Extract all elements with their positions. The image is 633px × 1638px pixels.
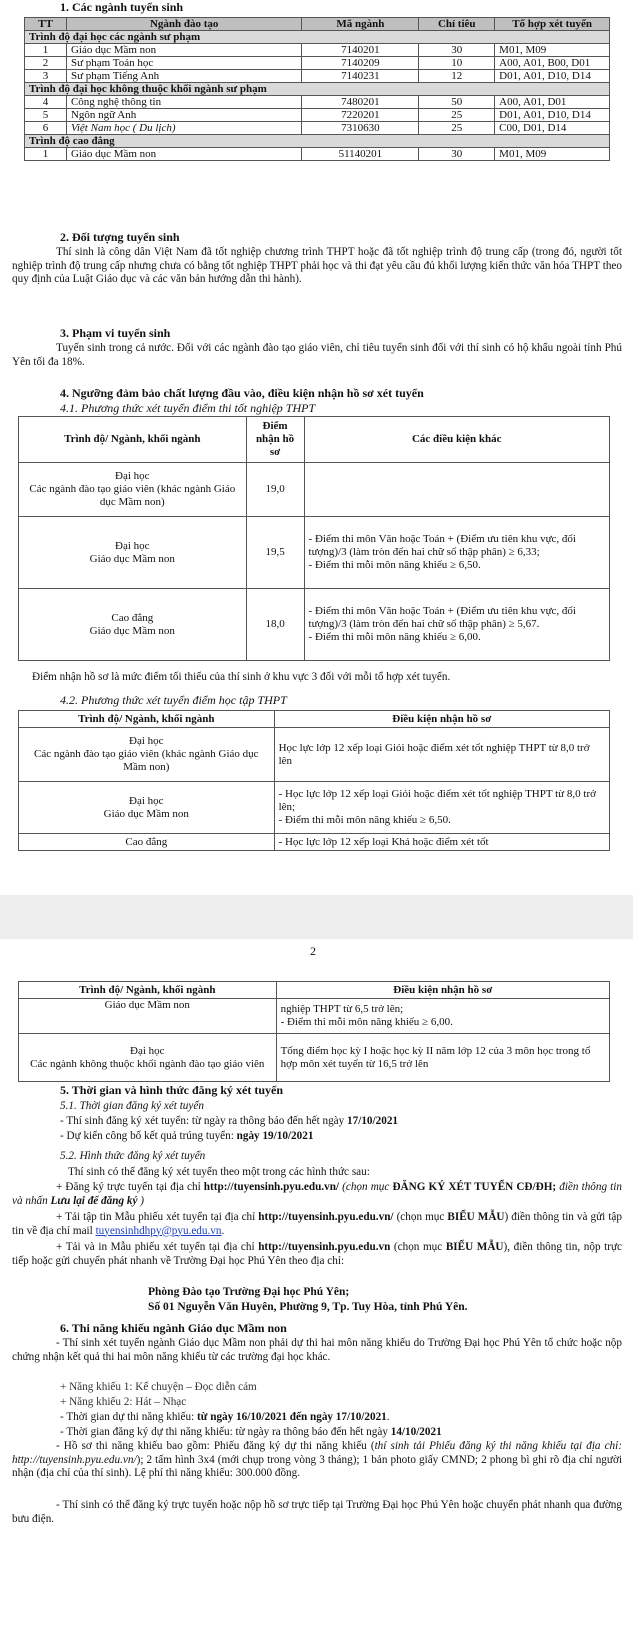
table-row [25, 148, 610, 161]
header-conditions: Các điều kiện khác [304, 417, 609, 463]
cell: Công nghệ thông tin [66, 96, 302, 109]
header-combination: Tổ hợp xét tuyển [495, 18, 610, 31]
cell: Cao đẳng [19, 834, 275, 851]
cell: 7140209 [302, 57, 419, 70]
header-level: Trình độ/ Ngành, khối ngành [19, 982, 277, 999]
subsection-5-2-title: 5.2. Hình thức đăng ký xét tuyển [60, 1150, 206, 1162]
address-line-2: Số 01 Nguyễn Văn Huyên, Phường 9, Tp. Tuy Hòa, tỉnh Phú Yên. [148, 1301, 468, 1313]
section-3-text: Tuyển sinh trong cả nước. Đối với các ngành đào tạo giáo viên, chỉ tiêu tuyển sinh đối với thí sinh có hộ khẩu ngoài tỉnh Phú Yên tối đa 18%. [12, 342, 622, 368]
cell: Tổng điểm học kỳ I hoặc học kỳ II năm lớp 12 của 3 môn học trong tổ hợp môn xét tuyển từ 16,5 trở lên [276, 1034, 609, 1082]
section-6-title: 6. Thi năng khiếu ngành Giáo dục Mầm non [60, 1321, 287, 1335]
subsection-5-1-title: 5.1. Thời gian đăng ký xét tuyển [60, 1100, 204, 1112]
aptitude-2: + Năng khiếu 2: Hát – Nhạc [60, 1396, 187, 1408]
cell: 30 [419, 44, 495, 57]
online-registration-text: + Đăng ký trực tuyến tại địa chỉ http://tuyensinh.pyu.edu.vn/ (chọn mục ĐĂNG KÝ XÉT TUYỂN CĐ/ĐH; điền thông tin và nhấn Lưu lại để đăng ký ) [12, 1181, 622, 1207]
cell: 51140201 [302, 148, 419, 161]
form-print-link[interactable]: http://tuyensinh.pyu.edu.vn [258, 1241, 391, 1253]
header-level: Trình độ/ Ngành, khối ngành [19, 711, 275, 728]
cell: 25 [419, 122, 495, 135]
cell: C00, D01, D14 [495, 122, 610, 135]
cell: 1 [25, 44, 67, 57]
cell: Cao đẳng Giáo dục Mầm non [19, 589, 247, 661]
cell: 5 [25, 109, 67, 122]
section-5-title: 5. Thời gian và hình thức đăng ký xét tuyển [60, 1083, 284, 1097]
cell: - Điểm thi môn Văn hoặc Toán + (Điểm ưu tiên khu vực, đối tượng)/3 (làm tròn đến hai chữ số thập phân) ≥ 5,67. - Điểm thi mỗi môn năng khiếu ≥ 6,00. [304, 589, 609, 661]
cell: D01, A01, D10, D14 [495, 109, 610, 122]
subsection-4-1-title: 4.1. Phương thức xét tuyển điểm thi tốt nghiệp THPT [60, 401, 316, 415]
cell: 7140201 [302, 44, 419, 57]
majors-table-header [25, 18, 610, 31]
cell: 19,5 [246, 517, 304, 589]
cell: 7140231 [302, 70, 419, 83]
cell: Đại học Các ngành đào tạo giáo viên (khác ngành Giáo dục Mầm non) [19, 463, 247, 517]
cell: 30 [419, 148, 495, 161]
aptitude-1: + Năng khiếu 1: Kể chuyện – Đọc diễn cảm [60, 1381, 257, 1393]
majors-table [24, 17, 610, 161]
table-row [19, 517, 610, 589]
cell: - Học lực lớp 12 xếp loại Khá hoặc điểm xét tốt [274, 834, 609, 851]
cell: nghiệp THPT từ 6,5 trở lên; - Điểm thi mỗi môn năng khiếu ≥ 6,00. [276, 999, 609, 1034]
cell: Giáo dục Mầm non [66, 44, 302, 57]
registration-deadline: - Thí sinh đăng ký xét tuyển: từ ngày ra thông báo đến hết ngày 17/10/2021 [60, 1115, 399, 1127]
form-download-link[interactable]: http://tuyensinh.pyu.edu.vn/ [258, 1211, 394, 1223]
email-registration-text: + Tải tập tin Mẫu phiếu xét tuyển tại địa chỉ http://tuyensinh.pyu.edu.vn/ (chọn mục BIỂU MẪU) điền thông tin và gửi tập tin về địa chỉ mail tuyensinhdhpy@pyu.edu.vn. [12, 1211, 622, 1237]
header-score: Điểm nhận hồ sơ [246, 417, 304, 463]
submission-methods: - Thí sinh có thể đăng ký trực tuyến hoặc nộp hồ sơ trực tiếp tại Trường Đại học Phú Yên hoặc chuyển phát nhanh qua đường bưu điện. [12, 1499, 622, 1525]
cell: 2 [25, 57, 67, 70]
admissions-email-link[interactable]: tuyensinhdhpy@pyu.edu.vn [95, 1224, 222, 1237]
table-row [25, 57, 610, 70]
table-row [19, 728, 610, 782]
results-date: - Dự kiến công bố kết quả trúng tuyển: ngày 19/10/2021 [60, 1130, 314, 1142]
table-row [25, 109, 610, 122]
cell: 25 [419, 109, 495, 122]
cell: Đại học Các ngành đào tạo giáo viên (khác ngành Giáo dục Mầm non) [19, 728, 275, 782]
test-registration-deadline: - Thời gian đăng ký dự thi năng khiếu: từ ngày ra thông báo đến hết ngày 14/10/2021 [60, 1426, 442, 1438]
cell: Đại học Giáo dục Mầm non [19, 782, 275, 834]
section-2-text: Thí sinh là công dân Việt Nam đã tốt nghiệp chương trình THPT hoặc đã tốt nghiệp trình độ trung cấp (trong đó, người tốt nghiệp trình độ trung cấp nhưng chưa có bằng tốt nghiệp THPT phải học và thi đạt yêu cầu đủ khối lượng kiến thức văn hóa THPT theo quy định của Luật Giáo dục và các văn bản hướng dẫn thi hành). [12, 246, 622, 285]
table-row [19, 782, 610, 834]
cell: Việt Nam học ( Du lịch) [66, 122, 302, 135]
cell: 6 [25, 122, 67, 135]
cell: - Học lực lớp 12 xếp loại Giỏi hoặc điểm xét tốt nghiệp THPT từ 8,0 trở lên; - Điểm thi mỗi môn năng khiếu ≥ 6,50. [274, 782, 609, 834]
header-quota: Chỉ tiêu [419, 18, 495, 31]
group-heading: Trình độ cao đẳng [25, 135, 610, 148]
table-row [25, 96, 610, 109]
cell: Giáo dục Mầm non [66, 148, 302, 161]
header-code: Mã ngành [302, 18, 419, 31]
section-2-title: 2. Đối tượng tuyển sinh [60, 230, 180, 244]
cell: 4 [25, 96, 67, 109]
header-conditions: Điều kiện nhận hồ sơ [274, 711, 609, 728]
section-1-title: 1. Các ngành tuyển sinh [60, 0, 184, 14]
cell: 18,0 [246, 589, 304, 661]
header-level: Trình độ/ Ngành, khối ngành [19, 417, 247, 463]
page-separator [0, 895, 633, 939]
group-heading: Trình độ đại học các ngành sư phạm [25, 31, 610, 44]
cell: 7220201 [302, 109, 419, 122]
cell: Ngôn ngữ Anh [66, 109, 302, 122]
min-score-note: Điểm nhận hồ sơ là mức điểm tối thiểu của thí sinh ở khu vực 3 đối với mỗi tổ hợp xét tuyển. [32, 671, 451, 683]
cell: M01, M09 [495, 44, 610, 57]
cell [304, 463, 609, 517]
table-row [25, 70, 610, 83]
cell: 7310630 [302, 122, 419, 135]
header-tt: TT [25, 18, 67, 31]
table-row [19, 589, 610, 661]
cell: 50 [419, 96, 495, 109]
cell: 10 [419, 57, 495, 70]
registration-methods-intro: Thí sinh có thể đăng ký xét tuyển theo một trong các hình thức sau: [68, 1166, 370, 1178]
table-row [25, 122, 610, 135]
cell: 7480201 [302, 96, 419, 109]
registration-link[interactable]: http://tuyensinh.pyu.edu.vn/ [203, 1181, 340, 1193]
mail-registration-text: + Tải và in Mẫu phiếu xét tuyển tại địa chỉ http://tuyensinh.pyu.edu.vn (chọn mục BIỂU MẪU), điền thông tin, nộp trực tiếp hoặc gửi chuyển phát nhanh về Trường Đại học Phú Yên theo địa chỉ: [12, 1241, 622, 1267]
address-line-1: Phòng Đào tạo Trường Đại học Phú Yên; [148, 1286, 350, 1298]
cell: A00, A01, B00, D01 [495, 57, 610, 70]
cell: 12 [419, 70, 495, 83]
section-4-title: 4. Ngưỡng đảm bảo chất lượng đầu vào, điều kiện nhận hồ sơ xét tuyển [60, 386, 424, 400]
aptitude-test-intro: - Thí sinh xét tuyển ngành Giáo dục Mầm non phải dự thi hai môn năng khiếu do Trường Đại học Phú Yên tổ chức hoặc nộp chứng nhận kết quả thi hai môn năng khiếu từ các trường đại học khác. [12, 1337, 622, 1363]
table-row [19, 999, 610, 1034]
document-page-2 [0, 939, 633, 1638]
cell: Giáo dục Mầm non [19, 999, 277, 1034]
cell: Sư phạm Tiếng Anh [66, 70, 302, 83]
header-major: Ngành đào tạo [66, 18, 302, 31]
cell: 1 [25, 148, 67, 161]
transcript-table [18, 710, 610, 851]
header-conditions: Điều kiện nhận hồ sơ [276, 982, 609, 999]
cell: Đại học Các ngành không thuộc khối ngành đào tạo giáo viên [19, 1034, 277, 1082]
subsection-4-2-title: 4.2. Phương thức xét tuyển điểm học tập THPT [60, 693, 287, 707]
cell: 19,0 [246, 463, 304, 517]
cell: D01, A01, D10, D14 [495, 70, 610, 83]
group-heading: Trình độ đại học không thuộc khối ngành sư phạm [25, 83, 610, 96]
transcript-table-continued [18, 981, 610, 1082]
table-row [25, 44, 610, 57]
cell: - Điểm thi môn Văn hoặc Toán + (Điểm ưu tiên khu vực, đối tượng)/3 (làm tròn đến hai chữ số thập phân) ≥ 6,33; - Điểm thi mỗi môn năng khiếu ≥ 6,50. [304, 517, 609, 589]
table-row [19, 463, 610, 517]
aptitude-documents: - Hồ sơ thi năng khiếu bao gồm: Phiếu đăng ký dự thi năng khiếu (thí sinh tải Phiếu đăng ký thi năng khiếu tại địa chỉ: http://tuyensinh.pyu.edu.vn/); 2 tấm hình 3x4 (mới chụp trong vòng 3 tháng); 1 bản photo giấy CMND; 2 phong bì ghi rõ địa chỉ người nhận (địa chỉ của thí sinh). Lệ phí thi năng khiếu: 300.000 đồng. [12, 1440, 622, 1479]
section-3-title: 3. Phạm vi tuyển sinh [60, 326, 171, 340]
cell: A00, A01, D01 [495, 96, 610, 109]
cell: Sư phạm Toán học [66, 57, 302, 70]
cell: Đại học Giáo dục Mầm non [19, 517, 247, 589]
table-row [19, 834, 610, 851]
page-number: 2 [310, 944, 316, 958]
exam-score-table [18, 416, 610, 661]
table-row [19, 1034, 610, 1082]
test-dates: - Thời gian dự thi năng khiếu: từ ngày 16/10/2021 đến ngày 17/10/2021. [60, 1411, 390, 1423]
cell: Học lực lớp 12 xếp loại Giỏi hoặc điểm xét tốt nghiệp THPT từ 8,0 trở lên [274, 728, 609, 782]
cell: 3 [25, 70, 67, 83]
cell: M01, M09 [495, 148, 610, 161]
